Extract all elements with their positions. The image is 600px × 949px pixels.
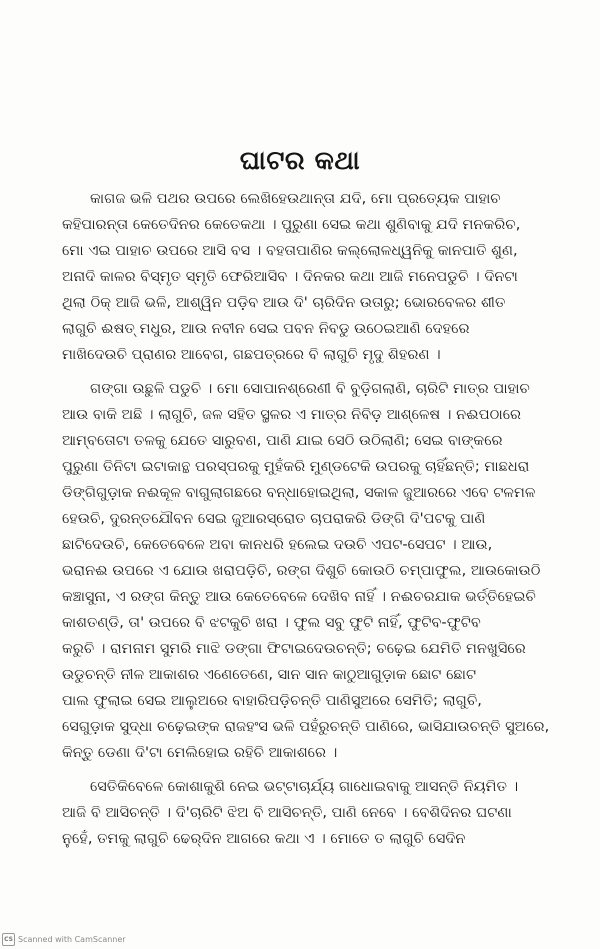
text-line: ଭରାନଈ ଉପରେ ଏ ଯୋଉ ଖରାପଡ଼ିଚି, ରଙ୍ଗ ଦିଶୁଚି କୋଉଠି ଚମ୍ପାଫୁଲ, ଆଉକୋଉଠି: [62, 562, 541, 579]
text-line: ଗଙ୍ଗା ଉଛୁଳି ପଡୁଚି । ମୋ ସୋପାନଶ୍ରେଣୀ ବି ବୁଡ଼ିଗଲାଣି, ଚାରିଟି ମାତ୍ର ପାହାଚ: [90, 380, 530, 397]
scanner-watermark: [2, 933, 126, 946]
text-line: ଛାଟିଦେଉଚି, କେତେବେଳେ ଅବା କାନଧରି ହଲେଇ ଦଉଚି ଏପଟ-ସେପଟ । ଆଉ,: [62, 536, 493, 553]
text-line: ହେଉଚି, ଦୁରନ୍ତଯୌବନ ସେଇ ଜୁଆରସ୍ରୋତ ଚାପରାକରି ଡିଙ୍ଗି ଦି'ପଟକୁ ପାଣି: [62, 510, 486, 527]
text-line: କରୁଚି । ରାମନାମ ସୁମରି ମାଝି ଡଙ୍ଗା ଫିଟାଇଦେଉଚନ୍ତି; ଚଢ଼େଇ ଯେମିତି ମନଖୁସିରେ: [62, 640, 526, 657]
chapter-title: ଘାଟର କଥା: [239, 146, 361, 176]
chapter-body: [62, 186, 584, 852]
text-line: ନୁହେଁ, ତମକୁ ଲାଗୁଚି ଢେର୍‌ଦିନ ଆଗରେ କଥା ଏ । ମୋତେ ତ ଲାଗୁଚି ସେଦିନ: [62, 830, 466, 847]
text-line: କାଗଜ ଭଳି ପଥର ଉପରେ ଲେଖିହେଉଥାନ୍ତା ଯଦି, ମୋ ପ୍ରତ୍ୟେକ ପାହାଚ: [90, 190, 501, 207]
text-line: ମାଖିଦେଉଚି ପ୍ରାଣର ଆବେଗ, ଗଛପତ୍ରରେ ବି ଲାଗୁଚି ମୃଦୁ ଶିହରଣ ।: [62, 346, 441, 363]
text-line: ଥିଲା ଠିକ୍ ଆଜି ଭଳି, ଆଶ୍ୱିନ ପଡ଼ିବ ଆଉ ଦି' ଚାରିଦିନ ଉତାରୁ; ଭୋରବେଳର ଶୀତ: [62, 294, 506, 311]
text-line: ମୋ ଏଇ ପାହାଚ ଉପରେ ଆସି ବସ । ବହତାପାଣିର କଲ୍ଲୋଳଧ୍ୱନିକୁ କାନପାତି ଶୁଣ,: [62, 242, 518, 259]
text-line: କହିପାରନ୍ତା କେତେଦିନର କେତେକଥା । ପୁରୁଣା ସେଇ କଥା ଶୁଣିବାକୁ ଯଦି ମନକରିଚ,: [62, 216, 521, 233]
text-line: ଲାଗୁଚି ଈଷତ୍ ମଧୁର, ଆଉ ନବୀନ ସେଇ ପବନ ନିବଡୁ ଉଠେଇଆଣି ଦେହରେ: [62, 320, 470, 337]
text-line: ଆମ୍ବତୋଟା ତଳକୁ ଯେତେ ସାରୁବଣ, ପାଣି ଯାଇ ସେଠି ଉଠିଲାଣି; ସେଇ ବାଙ୍କରେ: [62, 432, 503, 449]
text-line: ପୁରୁଣା ତିନିଟା ଇଟାକାନ୍ଥ ପରସ୍ପରକୁ ମୁହଁକରି ମୁଣ୍ଡଟେକି ଉପରକୁ ଚାହିଁଛନ୍ତି; ମାଛଧରା: [62, 458, 530, 475]
text-line: କିନ୍ତୁ ଡେଣା ଦି'ଟା ମେଲିହୋଇ ରହିଚି ଆକାଶରେ ।: [62, 744, 338, 761]
text-line: ଆଉ ବାକି ଅଛି । ଲାଗୁଚି, ଜଳ ସହିତ ସ୍ଥଳର ଏ ମାତ୍ର ନିବିଡ଼ ଆଶ୍ଳେଷ । ନଈପଠାରେ: [62, 406, 522, 423]
paragraph-1: [62, 186, 584, 368]
text-line: କାଶତଣ୍ଡି, ତା' ଉପରେ ବି ଝଟକୁଚି ଖରା । ଫୁଲ ସବୁ ଫୁଟି ନାହିଁ, ଫୁଟିବ-ଫୁଟିବ: [62, 614, 481, 631]
watermark-text: Scanned with CamScanner: [18, 935, 126, 944]
text-line: ଅନାଦି କାଳର ବିସ୍ମୃତ ସ୍ମୃତି ଫେରିଆସିବ । ଦିନକର କଥା ଆଜି ମନେପଡୁଚି । ଦିନଟା: [62, 268, 518, 285]
text-line: ଆଜି ବି ଆସିଚନ୍ତି । ଦି'ଚାରିଟି ଝିଅ ବି ଆସିଚନ୍ତି, ପାଣି ନେବେ । ବେଶିଦିନର ଘଟଣା: [62, 804, 512, 821]
text-line: ସେଗୁଡ଼ାକ ସୁଦ୍ଧା ଚଢ଼େଇଙ୍କ ରାଜହଂସ ଭଳି ପହଁରୁଚନ୍ତି ପାଣିରେ, ଭାସିଯାଉଚନ୍ତି ସୁଅରେ,: [62, 718, 550, 735]
paragraph-3: [62, 774, 584, 852]
text-line: ଡିଙ୍ଗିଗୁଡ଼ାକ ନଈକୂଳ ବାଗୁଲାଗଛରେ ବନ୍ଧାହୋଇଥିଲା, ସକାଳ ଜୁଆରରେ ଏବେ ଟଳମଳ: [62, 484, 536, 501]
text-line: ସେତିକିବେଳେ କୋଶାକୁଶି ନେଇ ଭଟ୍ଟାଚାର୍ଯ୍ୟ ଗାଧୋଇବାକୁ ଆସନ୍ତି ନିୟମିତ ।: [90, 778, 519, 795]
paragraph-2: [62, 376, 584, 766]
camscanner-icon: CS: [2, 933, 15, 946]
text-line: କଞ୍ଚାସୁନା, ଏ ରଙ୍ଗ କିନ୍ତୁ ଆଉ କେତେବେଳେ ଦେଖିବ ନାହିଁ । ନଈଚରଯାକ ଭର୍ତ୍ତିହେଇଚି: [62, 588, 536, 605]
text-line: ପାଲ ଫୁଲାଇ ସେଇ ଆଲୁଅରେ ବାହାରିପଡ଼ିଚନ୍ତି ପାଣିସୁଅରେ ସେମିତି; ଲାଗୁଚି,: [62, 692, 482, 709]
text-line: ଉଡୁଚନ୍ତି ନୀଳ ଆକାଶର ଏଣେତେଣେ, ସାନ ସାନ କାଠୁଆଗୁଡ଼ାକ ଛୋଟ ଛୋଟ: [62, 666, 477, 683]
